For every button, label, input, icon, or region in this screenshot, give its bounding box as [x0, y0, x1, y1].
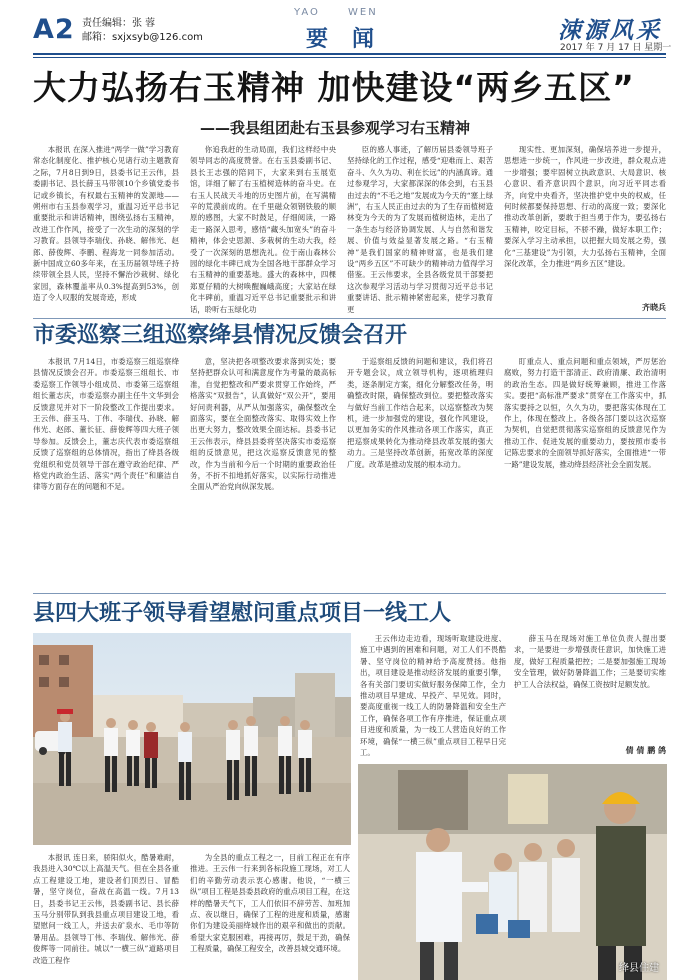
article1-subhead: ——我县组团赴右玉县参观学习右玉精神 [200, 119, 471, 137]
section-pinyin-left: YAO [294, 7, 320, 18]
masthead-rule [33, 53, 666, 55]
editor-info [82, 17, 203, 45]
article2-column-2 [190, 356, 336, 588]
article1-text-1: 本报讯 在深入推进“两学一做”学习教育常态化制度化、推护核心见诸行动主题教育之际，7月8日到9日，县委书记王云伟，县委副书记、县长薛玉马带领10个乡镇党委书记或乡镇长，有权最右玉精神的发源地——朔州市右玉县参观学习，重温习近平总书记重要批示和讲话精神，围绕弘扬右玉精神，改进工作作风，接受了一次生动的深刻的学习教育。县领导李瑞伐、孙晓、解伟光、赵郎、薛俊辉、李鹏、程海龙一同参加活动。新中国成立60多年来，在玉历届领导班子持续带领全县人民，坚持不懈治沙栽树、绿化家园，森林覆盖率从0.3%提高到53%，创造了令人叹服的发展奇迹，形成 [33, 145, 179, 303]
article1-column-2 [190, 144, 336, 314]
worker-greeting-illustration [358, 764, 667, 980]
article3-bottom-column-2 [190, 852, 350, 978]
article2-column-3 [347, 356, 493, 588]
section-pinyin-right: WEN [348, 7, 378, 18]
article1-column-4 [504, 144, 666, 302]
worker-greeting-photo [358, 764, 667, 980]
article3-right-column-2 [514, 633, 666, 743]
editor-label: 责任编辑：张 蓉 [82, 18, 156, 29]
email-label: 邮箱：sxjxsyb@126.com [82, 32, 203, 43]
article2-text-3: 于巡察组反馈的问题和建议，我们将召开专题会议，成立领导机构，逐项梳理归类，逐条制定方案，细化分解整改任务，明确整改时限，确保整改到位。要把整改落实与做好当前工作结合起来，以巡察整改为契机，进一步加强党的建设，强化作风建设，以更加务实的作风推动各项工作落实，真正把巡察成果转化为推动绛县改革发展的强大动力。三是坚持改革创新，拓宽改革的深度广度。改革是推动发展的根本动力。 [347, 357, 493, 469]
divider-2 [33, 593, 666, 594]
article3-bottom-column-1 [33, 852, 179, 978]
masthead [0, 0, 700, 56]
article3-bottom-text-1: 本报讯 连日来，骄阳似火，酷暑难耐，我县进入30℃以上高温天气。但在全县各重点工程建设工地，建设者们顶烈日、冒酷暑，坚守岗位，奋战在高温一线。7月13日，县委书记王云伟，县委副书记、县长薛玉马分别带队到我县重点项目建设工地，看望慰问一线工人，并送去矿泉水、毛巾等防暑用品。县领导丁伟、李瑞伐、解伟光、薛俊辉等一同前往。城以“一横三纵”道路项目改造工程作 [33, 853, 179, 965]
issue-date: 2017 年 7 月 17 日 星期一 [560, 43, 672, 53]
section-title-right: 闻 [352, 26, 375, 52]
divider-1 [33, 318, 666, 319]
article1-column-3 [347, 144, 493, 314]
newspaper-brand: 涑源风采 [558, 17, 662, 44]
article1-headline: 大力弘扬右玉精神 加快建设“两乡五区” [33, 68, 635, 107]
article3-right-text-2: 薛玉马在现场对施工单位负责人提出要求，一是要进一步增强责任意识，加快施工进度，做好工程质量把控；二是要加强施工现场安全管理，做好防暑降温工作；三是要切实维护工人合法权益，确保工资按时足额发放。 [514, 634, 666, 689]
photo-watermark: 绛县住建 [619, 963, 659, 974]
article3-headline: 县四大班子领导看望慰问重点项目一线工人 [33, 601, 452, 626]
article2-headline: 市委巡察三组巡察绛县情况反馈会召开 [33, 323, 408, 348]
article1-column-1 [33, 144, 179, 314]
article2-text-1: 本报讯 7月14日，市委巡察三组巡察绛县情况反馈会召开。市委巡察三组组长、市委巡察工作领导小组成员、市委第三巡察组组长董志庆，市委巡察办副主任牛文华到会反馈意见并对下一阶段整改工作提出要求。王云伟、薛玉马、丁伟、李瑞伐、孙晓、解伟光、赵郎、董长征、薛俊辉等四大班子领导参加。反馈会上，董志庆代表市委巡察组反馈了巡察组的总体情况，指出了绛县各级党组织和党员领导干部在遵守政治纪律、严格党内政治生活、落实“两个责任”和廉洁自律等方面存在的问题和不足。 [33, 357, 179, 492]
article3-right-column-1 [360, 633, 506, 758]
masthead-rule-thin [33, 57, 666, 58]
article1-text-3: 臣的感人事迹，了解历届县委领导班子坚持绿化的工作过程，感受“迎难而上、艰苦奋斗、久久为功、利在长远”的内涵真谛。通过参观学习，大家都深深的体会到，右玉县由过去的“不毛之地”发展成为今天的“塞上绿洲”，右玉人民正由过去的为了生存而植树造林变为今天的为了发展而植树造林，走出了一条生态与经济协调发展、人与自然和谐发展、价值与效益显著发展之路。“右玉精神”是我们国家的精神财富，也是我们建设“两乡五区”不可缺少的精神动力值得学习借鉴。王云伟要求，全县各级党员干部要把这次参观学习活动与学习贯彻习近平总书记重要讲话、批示精神紧密起来，使学习教育更 [347, 145, 493, 314]
construction-site-visit-photo [33, 633, 351, 845]
construction-site-visit-illustration [33, 633, 351, 845]
article1-text-4: 现实性、更加深刻，确保培养进一步提升，思想进一步统一，作风进一步改进，群众观点进一步增强；要牢固树立执政意识、大局意识、核心意识、看齐意识四个意识，向习近平同志看齐，向党中央看齐，坚决推护党中央的权威，任何时候都要保持思想、行动的高度一致；要深化推动改革创新，要敢于担当勇于作为，要弘扬右玉精神，咬定目标，不骄不躁，做好本职工作；要深入学习主动承担，以把握大局发展之势，强化“三基建设”为引领，大力弘扬右玉精神，全面深化改革，全力推进“两乡五区”建设。 [504, 145, 666, 269]
article1-byline: 齐晓兵 [642, 302, 666, 312]
article2-column-1 [33, 356, 179, 588]
article2-text-2: 意，坚决把各项整改要求落到实处；要坚持把群众认可和满意度作为考量的最高标准，自觉把整改和严要求贯穿工作始终，严格落实“双报告”，认真做好“双公开”，要用好问责利器，从严从加强落实，确保整改全面落实，要在全面整改落实、取得实效上作出更大努力，整改效果全面达标。县委书记王云伟表示，绛县县委将坚决落实市委巡察组的反馈意见，把这次巡察反馈意见的整改，作为当前和今后一个时期的重要政治任务，不折不扣地抓好落实，以实际行动推进全面从严治党向纵深发展。 [190, 357, 336, 492]
section-title-left: 要 [306, 26, 329, 52]
article3-byline: 倩 倩 鹏 鸽 [625, 745, 666, 755]
article2-text-4: 盯重点人、重点问题和重点领域，严厉惩治腐败，努力打造干部清正、政府清廉、政治清明的政治生态。四是做好统筹兼顾，推进工作落实。要把“高标准严要求”贯穿在工作落实中，抓落实要持之以恒，久久为功，要把落实体现在工作上，体现在整改上。各级各部门要以这次巡察为契机，自觉把贯彻落实巡察组的反馈意见作为推动工作、促进发展的重要动力，要按照市委书记陈忠要求的全面领导抓好落实，全面推进“一带一路”建设发展，推动绛县经济社会全面发展。 [504, 357, 666, 469]
article3-right-text-1: 王云伟边走边看，现场听取建设进度、施工中遇到的困难和问题，对工人们不畏酷暑、坚守岗位的精神给予高度赞扬。他指出，项目建设是推动经济发展的重要引擎，各有关部门要切实做好服务保障工作，全力推动项目早建成、早投产、早见效。同时，要高度重视一线工人的防暑降温和安全生产工作，确保各项工作有序推进，保证重点项目进度和质量，为一线工人营造良好的工作环境，确保“一横三纵”重点项目工程早日完工。 [360, 634, 506, 758]
page-number: A2 [33, 14, 75, 45]
article3-bottom-text-2: 为全县的重点工程之一，目前工程正在有序推进。王云伟一行来到各标段施工现场，对工人们的辛勤劳动表示衷心感谢。他说，“一横三纵”项目工程是县委县政府的重点项目工程，在这样的酷暑天气下，工人们依旧不辞劳苦、加班加点、夜以继日，确保了工程的进度和质量，感谢你们为建设美丽绛城作出的艰辛和做出的贡献。希望大家克服困难，再接再厉，鼓足干劲，确保工程质量，确保工程安全，改善县城交通环境。 [190, 853, 350, 954]
article1-text-2: 你追我赶的生动局面，我们这样经中央领导同志的高度赞誉。在右玉县委副书记、县长王志强的陪同下，大家来到右玉展览馆，详细了解了右玉植树造林的奋斗史。在右玉人民战天斗地的历史图片前，在写满精辛的荒漠前成的。在千里磁众领钢铁般的顺原的感图，大家不时鼓足，仔细阅读，一路走一路深入思考，感悟“藏头加宽头”的奋斗精神，体会史思源、多栽树的生动大我，经受了一次深刻的思想洗礼。位于南山森林公园的绿化丰碑已成为全国各地干部群众学习右玉精神的重要基地。盛大的森林中，四棵郑夏仔精的大树唤醒巍峨高度；大家站在绿化丰碑前，重温习近平总书记重要批示和讲话，聆听右玉绿化功 [190, 145, 336, 314]
article2-column-4 [504, 356, 666, 588]
